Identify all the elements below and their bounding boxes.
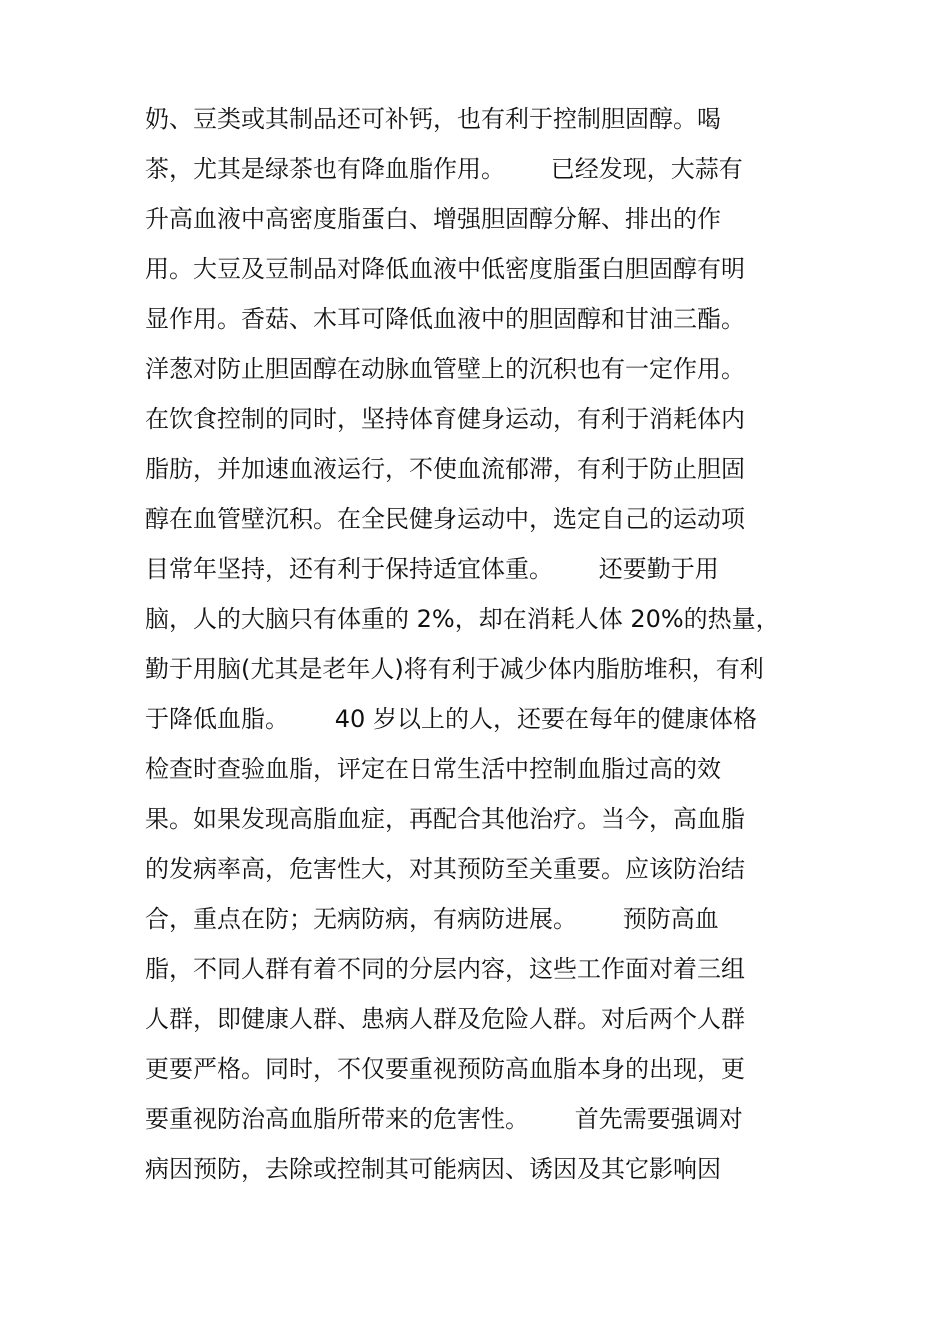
text-line: 的发病率高，危害性大，对其预防至关重要。应该防治结 (145, 855, 745, 883)
text-line: 洋葱对防止胆固醇在动脉血管壁上的沉积也有一定作用。 (145, 355, 745, 383)
text-line: 合，重点在防；无病防病，有病防进展。 预防高血 (145, 905, 719, 933)
body-text (145, 94, 805, 1194)
text-line: 茶，尤其是绿茶也有降血脂作用。 已经发现，大蒜有 (145, 155, 743, 183)
text-line: 目常年坚持，还有利于保持适宜体重。 还要勤于用 (145, 555, 719, 583)
text-line: 病因预防，去除或控制其可能病因、诱因及其它影响因 (145, 1155, 721, 1183)
text-line: 更要严格。同时，不仅要重视预防高血脂本身的出现，更 (145, 1055, 745, 1083)
text-line: 用。大豆及豆制品对降低血液中低密度脂蛋白胆固醇有明 (145, 255, 745, 283)
text-line: 在饮食控制的同时，坚持体育健身运动，有利于消耗体内 (145, 405, 745, 433)
text-line: 人群，即健康人群、患病人群及危险人群。对后两个人群 (145, 1005, 745, 1033)
text-line: 显作用。香菇、木耳可降低血液中的胆固醇和甘油三酯。 (145, 305, 745, 333)
text-line: 奶、豆类或其制品还可补钙，也有利于控制胆固醇。喝 (145, 105, 721, 133)
text-line: 检查时查验血脂，评定在日常生活中控制血脂过高的效 (145, 755, 721, 783)
text-line: 醇在血管壁沉积。在全民健身运动中，选定自己的运动项 (145, 505, 745, 533)
text-line: 脑，人的大脑只有体重的 2%，却在消耗人体 20%的热量， (145, 605, 780, 633)
text-line: 升高血液中高密度脂蛋白、增强胆固醇分解、排出的作 (145, 205, 721, 233)
text-line: 果。如果发现高脂血症，再配合其他治疗。当今，高血脂 (145, 805, 745, 833)
text-line: 脂肪，并加速血液运行，不使血流郁滞，有利于防止胆固 (145, 455, 745, 483)
text-line: 脂，不同人群有着不同的分层内容，这些工作面对着三组 (145, 955, 745, 983)
text-line: 于降低血脂。 40 岁以上的人，还要在每年的健康体格 (145, 705, 757, 733)
text-line: 勤于用脑(尤其是老年人)将有利于减少体内脂肪堆积，有利 (145, 655, 764, 683)
text-line: 要重视防治高血脂所带来的危害性。 首先需要强调对 (145, 1105, 743, 1133)
